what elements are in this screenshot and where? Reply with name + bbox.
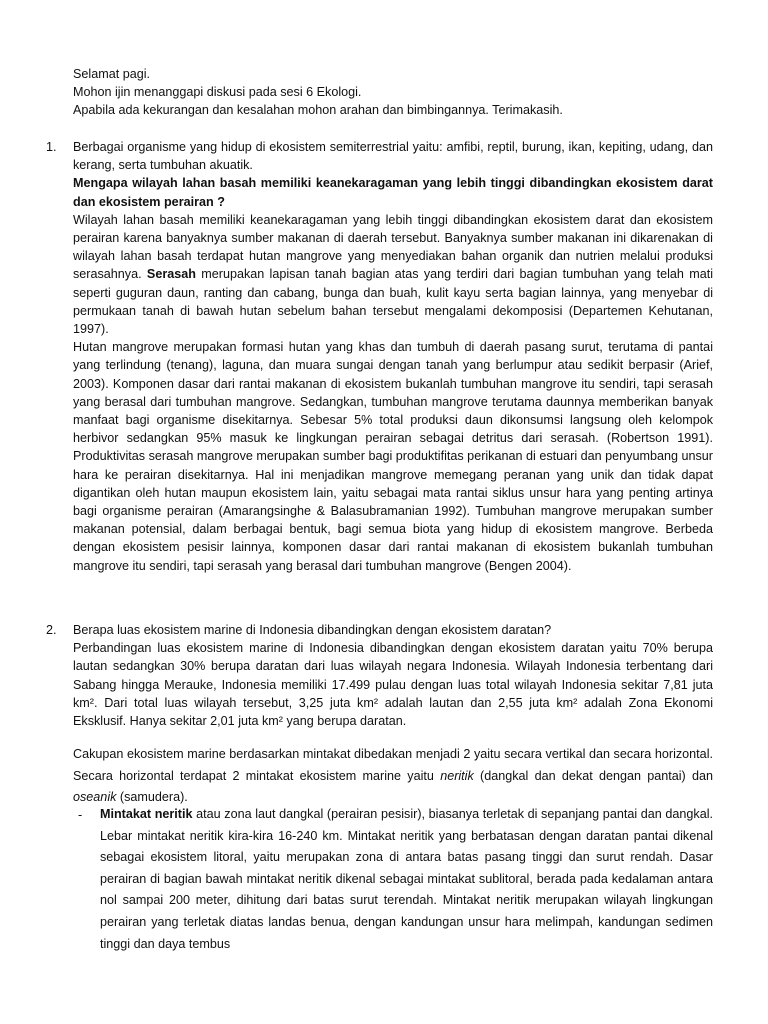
- answer-1-paragraph-1: Wilayah lahan basah memiliki keanekaragaman yang lebih tinggi dibandingkan ekosistem darat dan ekosistem perairan karena banyaknya sumber makanan di daerah tersebut. Banyaknya sumber makanan ini dikarenakan di wilayah lahan basah terdapat hutan mangrove yang menyediakan bahan organik dan nutrien melalui produksi serasahnya. Serasah merupakan lapisan tanah bagian atas yang terdiri dari bagian tumbuhan yang telah mati seperti guguran daun, ranting dan cabang, bunga dan buah, kulit kayu serta bagian lainnya, yang menyebar di permukaan tanah di bawah hutan sebelum bahan tersebut mengalami dekomposisi (Departemen Kehutanan, 1997).: [73, 212, 713, 337]
- answer-1-paragraph-2: Hutan mangrove merupakan formasi hutan yang khas dan tumbuh di daerah pasang surut, terutama di pantai yang terlindung (tenang), laguna, dan muara sungai dengan tanah yang berlumpur atau sedikit berpasir (Arief, 2003). Komponen dasar dari rantai makanan di ekosistem bukanlah tumbuhan mangrove itu sendiri, tapi serasah yang berasal dari tumbuhan mangrove. Sedangkan, tumbuhan mangrove terutama daunnya memberikan banyak manfaat bagi organisme disekitarnya. Sebesar 5% total produksi daun dikonsumsi langsung oleh kelompok herbivor sedangkan 95% masuk ke lingkungan perairan sebagai detritus dari serasah. (Robertson 1991). Produktivitas serasah mangrove merupakan sumber bagi produktifitas perikanan di estuari dan penyumbang unsur hara ke perairan disekitarnya. Hal ini menjadikan mangrove memegang peranan yang unik dan tidak dapat digantikan oleh hutan maupun ekosistem lain, yaitu sebagai mata rantai siklus unsur hara yang penting artinya bagi organisme perairan (Amarangsinghe & Balasubramanian 1992). Tumbuhan mangrove merupakan sumber makanan potensial, dalam berbagai bentuk, bagi semua biota yang hidup di ekosistem mangrove. Berbeda dengan ekosistem pesisir lainnya, komponen dasar dari rantai makanan di ekosistem bukanlah tumbuhan mangrove itu sendiri, tapi serasah yang berasal dari tumbuhan mangrove (Bengen 2004).: [73, 340, 713, 573]
- bullet-neritik-paragraph: Mintakat neritik atau zona laut dangkal (perairan pesisir), biasanya terletak di sepanjang pantai dan dangkal. Lebar mintakat neritik kira-kira 16-240 km. Mintakat neritik yang berbatasan dengan daratan pantai dikenal sebagai ekosistem litoral, yaitu merupakan zona di antara batas pasang tinggi dan surut rendah. Dasar perairan di bagian bawah mintakat neritik dikenal sebagai mintakat sublitoral, berada pada kedalaman antara nol sampai 200 meter, dihitung dari batas surut terendah. Mintakat neritik merupakan wilayah lingkungan perairan yang terletak diatas landas benua, dengan kandungan unsur hara melimpah, kandungan sedimen tinggi dan daya tembus: [100, 807, 714, 951]
- term-oseanik: oseanik: [73, 790, 117, 804]
- greeting-line: Mohon ijin menanggapi diskusi pada sesi 6 Ekologi.: [73, 85, 362, 100]
- answer-2-paragraph: Perbandingan luas ekosistem marine di Indonesia dibandingkan dengan ekosistem daratan yaitu 70% berupa lautan sedangkan 30% berupa daratan dari luas wilayah negara Indonesia. Wilayah Indonesia terbentang dari Sabang hingga Merauke, Indonesia memiliki 17.499 pulau dengan luas total wilayah Indonesia sekitar 7,81 juta km². Dari total luas wilayah tersebut, 3,25 juta km² adalah lautan dan 2,55 juta km² adalah Zona Ekonomi Eksklusif. Hanya sekitar 2,01 juta km² yang berupa daratan.: [73, 641, 713, 729]
- question-1-title: Mengapa wilayah lahan basah memiliki keanekaragaman yang lebih tinggi dibandingkan ekosistem darat dan ekosistem perairan ?: [73, 176, 713, 209]
- term-neritik: neritik: [440, 768, 474, 783]
- list-number: 2.: [46, 623, 57, 637]
- question-1-section: [73, 138, 713, 575]
- cakupan-paragraph: Cakupan ekosistem marine berdasarkan mintakat dibedakan menjadi 2 yaitu secara vertikal dan secara horizontal. Secara horizontal terdapat 2 mintakat ekosistem marine yaitu neritik (dangkal dan dekat dengan pantai) dan oseanik (samudera).: [73, 747, 714, 804]
- bullet-dash: -: [78, 808, 83, 822]
- greeting-block: [73, 65, 723, 120]
- term-mintakat-neritik: Mintakat neritik: [100, 807, 193, 821]
- greeting-line: Apabila ada kekurangan dan kesalahan mohon arahan dan bimbingannya. Terimakasih.: [73, 103, 563, 118]
- question-2-title: Berapa luas ekosistem marine di Indonesia dibandingkan dengan ekosistem daratan?: [73, 623, 552, 637]
- term-serasah: Serasah: [146, 267, 196, 282]
- greeting-line: Selamat pagi.: [73, 67, 151, 81]
- question-2-section: [73, 621, 713, 730]
- list-number: 1.: [46, 140, 57, 154]
- question-1-intro: Berbagai organisme yang hidup di ekosistem semiterrestrial yaitu: amfibi, reptil, burung, ikan, kepiting, udang, dan kerang, serta tumbuhan akuatik.: [73, 140, 713, 173]
